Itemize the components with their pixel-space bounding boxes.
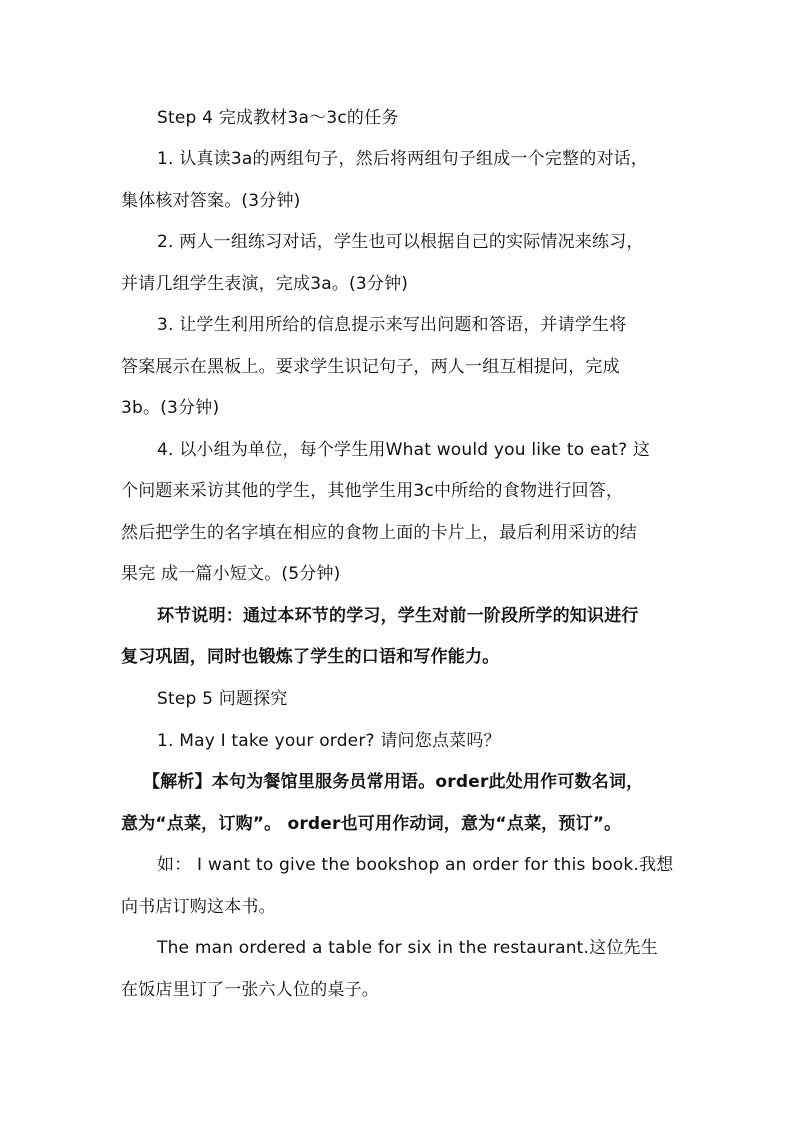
step4-item3-line2: 答案展示在黑板上。要求学生识记句子，两人一组互相提问，完成 <box>121 357 620 377</box>
example2-line1: The man ordered a table for six in the restaurant.这位先生 <box>157 938 658 958</box>
example1-line1: 如： I want to give the bookshop an order for this book.我想 <box>157 855 674 875</box>
step4-item1-line1: 1. 认真读3a的两组句子，然后将两组句子组成一个完整的对话， <box>157 149 649 169</box>
step4-item4-line1: 4. 以小组为单位，每个学生用What would you like to eat? 这 <box>157 440 651 460</box>
step5-item1: 1. May I take your order? 请问您点菜吗？ <box>157 731 501 751</box>
example1-line2: 向书店订购这本书。 <box>121 897 276 917</box>
example2-line2: 在饭店里订了一张六人位的桌子。 <box>121 980 379 1000</box>
step4-item2-line2: 并请几组学生表演，完成3a。(3分钟) <box>121 274 409 294</box>
step4-item3-line1: 3. 让学生利用所给的信息提示来写出问题和答语，并请学生将 <box>157 315 627 335</box>
step5-heading: Step 5 问题探究 <box>157 689 288 709</box>
analysis-line2: 意为“点菜，订购”。 order也可用作动词，意为“点菜，预订”。 <box>121 814 622 834</box>
section-note-line2: 复习巩固，同时也锻炼了学生的口语和写作能力。 <box>121 647 500 667</box>
step4-item1-line2: 集体核对答案。(3分钟) <box>121 191 301 211</box>
step4-item2-line1: 2. 两人一组练习对话，学生也可以根据自己的实际情况来练习， <box>157 232 644 252</box>
section-note-line1: 环节说明：通过本环节的学习，学生对前一阶段所学的知识进行 <box>157 606 639 626</box>
step4-heading: Step 4 完成教材3a～3c的任务 <box>157 108 399 128</box>
step4-item4-line3: 然后把学生的名字填在相应的食物上面的卡片上，最后利用采访的结 <box>121 523 637 543</box>
analysis-line1: 【解析】本句为餐馆里服务员常用语。order此处用作可数名词， <box>143 772 644 792</box>
step4-item4-line2: 个问题来采访其他的学生，其他学生用3c中所给的食物进行回答， <box>121 481 624 501</box>
step4-item4-line4: 果完 成一篇小短文。(5分钟) <box>121 564 341 584</box>
step4-item3-line3: 3b。(3分钟) <box>121 398 220 418</box>
